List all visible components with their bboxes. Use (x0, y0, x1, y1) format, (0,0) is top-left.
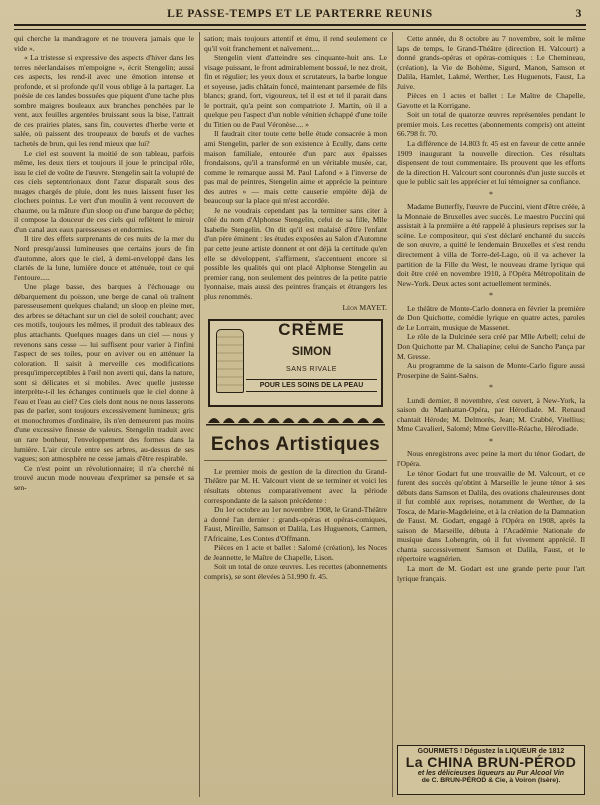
separator-star-icon: * (489, 291, 493, 301)
ad-line: POUR LES SOINS DE LA PEAU (246, 379, 377, 393)
column-2 (204, 34, 387, 797)
ad-line: SIMON (291, 343, 332, 358)
column-divider (392, 32, 393, 797)
paragraph: Ce n'est point un révolutionnaire; il n'a cherché ni trouvé aucun mode nouveau d'exprimer sa pensée et sa sen- (14, 463, 194, 492)
paragraph: Soit un total de onze œuvres. Les recettes (abonnements compris), se sont élevées à 51.990 fr. 45. (204, 562, 387, 581)
paragraph: Stengelin vient d'atteindre ses cinquante-huit ans. Le visage puissant, le front admirablement bossué, le nez droit, fin et régulier; les yeux doux et scrutateurs, la barbe longue et soyeuse, jadis châtain foncé, maintenant parsemée de fils blancs; grand, fort, vigoureux, tel il est et tel il parait dans le portrait, qu'a peint son compatriote J. Martin, où il a quelque peu l'aspect d'un noble vénitien échappé d'une toile du Titien ou de Paul Véronèse.... » (204, 53, 387, 129)
advertisement-creme-simon (208, 319, 383, 407)
paragraph: Une plage basse, des barques à l'échouage ou débarquement du poisson, une berge de canal où traînent paresseusement quelques chaland; un sloop en pleine mer, des arbres se détachant sur un ciel de soleil couchant; avec ces motifs, toujours les mêmes, il produit des tableaux des plus attachants. Quelques nuages dans un ciel — nous y revenons sans cesse — lui suffisent pour varier à l'infini l'aspect de ses toiles, pour en aviver ou en atténuer la coloration. Il saisit à merveille ces modifications presqu'imperceptibles à l'œil non averti qui, dans la nature, sont si délicates et si mobiles. Avec quelle justesse interprète-t-il les échanges continuels que le ciel donne à l'eau et l'eau au ciel? Ces ciels dont nous ne nous lasserons pas de parler, sont toujours excessivement lumineux; gris et monochromes d'ordinaire, ils n'en demeurent pas moins d'une excessive finesse de valeurs. Stengelin traduit avec un rare bonheur, l'enveloppement des formes dans la lumière. L'air circule entre ses arbres, au-dessus de ses vagues; son atmosphère ne cesse jamais d'être respirable. (14, 282, 194, 464)
page-number: 3 (575, 8, 582, 20)
separator-star-icon: * (489, 383, 493, 393)
page-title: LE PASSE-TEMPS ET LE PARTERRE REUNIS (167, 8, 433, 20)
paragraph: Pièces en 1 actes et ballet : Le Maître de Chapelle, Gavotte et la Korrigane. (397, 91, 585, 110)
paragraph: Soit un total de quatorze œuvres représentées pendant le premier mois. Les recettes (abonnements compris) ont atteint 66.798 fr. 70. (397, 110, 585, 139)
ad-line: La CHINA BRUN-PÉROD (405, 754, 577, 770)
ad-line: SANS RIVALE (286, 365, 337, 373)
paragraph: Le premier mois de gestion de la direction du Grand-Théâtre par M. H. Valcourt vient de se terminer et voici les résultats obtenus comparativement avec la période correspondante de la saison précédente : (204, 466, 387, 505)
ad-line: GOURMETS ! Dégustez la LIQUEUR de 1812 (417, 748, 565, 755)
header-rule (14, 24, 586, 30)
ad-line: CRÈME (278, 319, 345, 339)
ad-line: et les délicieuses liqueurs au Pur Alcool Vin (417, 770, 565, 777)
column-1 (14, 34, 194, 797)
cream-jar-icon (216, 329, 244, 393)
paragraph: Il tire des effets surprenants de ces nuits de la mer du Nord presqu'aussi lumineuses que certains jours de fin d'automne, alors que le ciel, à demi-enveloppé dans les clartés de la lune, lumière douce et atténuée, tout ce qui l'entoure..... (14, 234, 194, 282)
column-divider (199, 32, 200, 797)
paragraph: Du 1er octobre au 1er novembre 1908, le Grand-Théâtre a donné l'an dernier : grands-opéras et opéras-comiques, Faust, Mireille, Samson et Dalila, Les Huguenots, Carmen, l'Africaine, Les Contes d'Offmann. (204, 505, 387, 543)
separator-star-icon: * (489, 189, 493, 199)
paragraph: La différence de 14.803 fr. 45 est en faveur de cette année 1909 inaugurant la nouvelle direction. Ces résultats dispensent de tout commentaire. Ils prouvent que les efforts de la direction H. Valcourt sont couronnés d'un juste succès et que le public sait les apprécier et lui témoigner sa confiance. (397, 139, 585, 187)
paragraph: Cette année, du 8 octobre au 7 novembre, soit le même laps de temps, le Grand-Théâtre (direction H. Valcourt) a donné grands-opéras et opéras-comiques : Le Chemineau, (création), la Vie de Bohème, Sigurd, Manon, Samson et Dalila, Hamlet, Lakmé, Werther, Les Huguenots, Faust, La Juive. (397, 34, 585, 91)
paragraph: Je ne voudrais cependant pas la terminer sans citer à côté du nom d'Alphonse Stengelin, celui de sa fille, Mlle Isabelle Stengelin. On dit qu'il est malaisé d'être l'enfant d'un père éminent : les études exposées au Salon d'Automne par cette jeune artiste donnent et ont déjà la certitude qu'en elle se développent, s'affirment, s'accentuent encore si possible les qualités qui ont placé Alphonse Stengelin au premier rang, non seulement des peintres de la petite patrie lyonnaise, mais aussi des peintres français et étrangers les plus renommés. (204, 205, 387, 301)
paragraph: Le rôle de la Dulcinée sera créé par Mlle Arbell; celui de Don Quichotte par M. Chaliapine; celui de Sancho Pança par M. Gresse. (397, 332, 585, 361)
paragraph: « La tristesse si expressive des aspects d'hiver dans les terres néerlandaises m'empoigne », écrit Stengelin; aussi ces aspects, les rend-il avec une émotion intense et profonde, et si profonde qu'il vous oblige à la partager. La poésie de ces landes bossuées que piquent d'une tache plus sombre maigres bouleaux aux branches penchées par le vent, aux feuilles argentées bruissant sous la bise, l'attrait de ces prairies plates, sans fin, couvertes d'herbe verte et salée, où paissent des troupeaux de bœufs et de vaches tachetés de brun, qui les rend mieux que lui? (14, 53, 194, 149)
section-title: Echos Artistiques (204, 433, 387, 461)
swan-ornament-icon (206, 411, 385, 427)
ad-line: de C. BRUN-PÉROD & Cie, à Voiron (Isère). (421, 777, 561, 784)
column-3 (397, 34, 585, 741)
paragraph: qui cherche la mandragore et ne trouvera jamais que le vide ». (14, 34, 194, 53)
paragraph: Au programme de la saison de Monte-Carlo figure aussi Proserpine de Saint-Saëns. (397, 361, 585, 380)
paragraph: Nous enregistrons avec peine la mort du ténor Godart, de l'Opéra. (397, 449, 585, 468)
paragraph: sation; mais toujours attentif et ému, il rend seulement ce qu'il voit franchement et naïvement.... (204, 34, 387, 53)
paragraph: Il faudrait citer toute cette belle étude consacrée à mon ami Stengelin, parler de son existence à Ecully, dans cette maison familiale, entourée d'un parc aux épaisses frondaisons, qu'il a transformé en un véritable musée, car, comme le remarque aussi M. Paul Lafond « à l'inverse de pas mal de peintres, Stengelin aime et apprécie la peinture des autres » — mais cette causerie empiète déjà de beaucoup sur la place qui m'est accordée. (204, 129, 387, 206)
advertisement-china-brun-perod (397, 745, 585, 795)
paragraph: Le ténor Godart fut une trouvaille de M. Valcourt, et ce furent des succès qu'obtint à Marseille le jeune ténor à ses débuts dans Samson et Dalila, des ovations chaleureuses dont il fut comblé aux reprises, notamment de Werther, de la Tosca, de Marie-Magdeleine, et à la création de la Damnation de Faust. M. Godart, engagé à l'Opéra en 1908, après la saison de Marseille, débuta à l'Académie Nationale de musique dans Lohengrin, où il fut vivement apprécié. Il chanta successivement Samson et Dalila, Faust, et le répertoire wagnérien. (397, 468, 585, 564)
paragraph: Pièces en 1 acte et ballet : Salomé (création), les Noces de Jeannette, le Maître de Chapelle, Lison. (204, 543, 387, 562)
paragraph: Madame Butterfly, l'œuvre de Puccini, vient d'être créée, à la Monnaie de Bruxelles avec succès. Le maestro Puccini qui assistait à la première a été rappelé à plusieurs reprises sur la scène. Le compositeur, qui s'est déclaré enchanté du succès de son œuvre, a quitté le lendemain Bruxelles et s'est rendu directement à villa de Torre-del-Lago, où il va achever la partition de la Fille du West, le nouveau drame lyrique qui doit être créé en novembre 1910, à l'Opéra Métropolitain de New-York. Deux actes sont actuellement terminés. (397, 202, 585, 288)
paragraph: Le théâtre de Monte-Carlo donnera en février la première de Don Quichotte, comédie lyrique en quatre actes, paroles de Le Lorrain, musique de Massenet. (397, 303, 585, 332)
paragraph: La mort de M. Godart est une grande perte pour l'art lyrique français. (397, 563, 585, 583)
article-signature: Léon MAYET. (342, 303, 387, 313)
paragraph: Le ciel est souvent la moitié de son tableau, parfois même, les deux tiers et toujours il joue le principal rôle, issu le ciel de voûte de l'œuvre. Stengelin sait la volupté de ces ciels septentrionaux dont l'azur disparaît sous des nuages chargés de pluie, dont les nues laissent fuser les clochers pointus. Le vert d'un moulin à vent recouvert de chaume, ou la mâture d'un sloop ou d'une barque de pêche; il compose la douceur de ces ciels qui reflètent le miroir d'un canal aux eaux paresseuses et endormies. (14, 148, 194, 234)
separator-star-icon: * (489, 436, 493, 446)
paragraph: Lundi dernier, 8 novembre, s'est ouvert, à New-York, la saison du Manhattan-Opéra, par Hérodiade. M. Renaud chantait Hérode; M. Delmorès, Jean; M. Crabbé, Vitellius; Mme Cavalieri, Salomé; Mme Gerville-Réache, Hérodiade. (397, 395, 585, 434)
page-header (14, 6, 586, 24)
decorative-swan-border (206, 411, 385, 427)
